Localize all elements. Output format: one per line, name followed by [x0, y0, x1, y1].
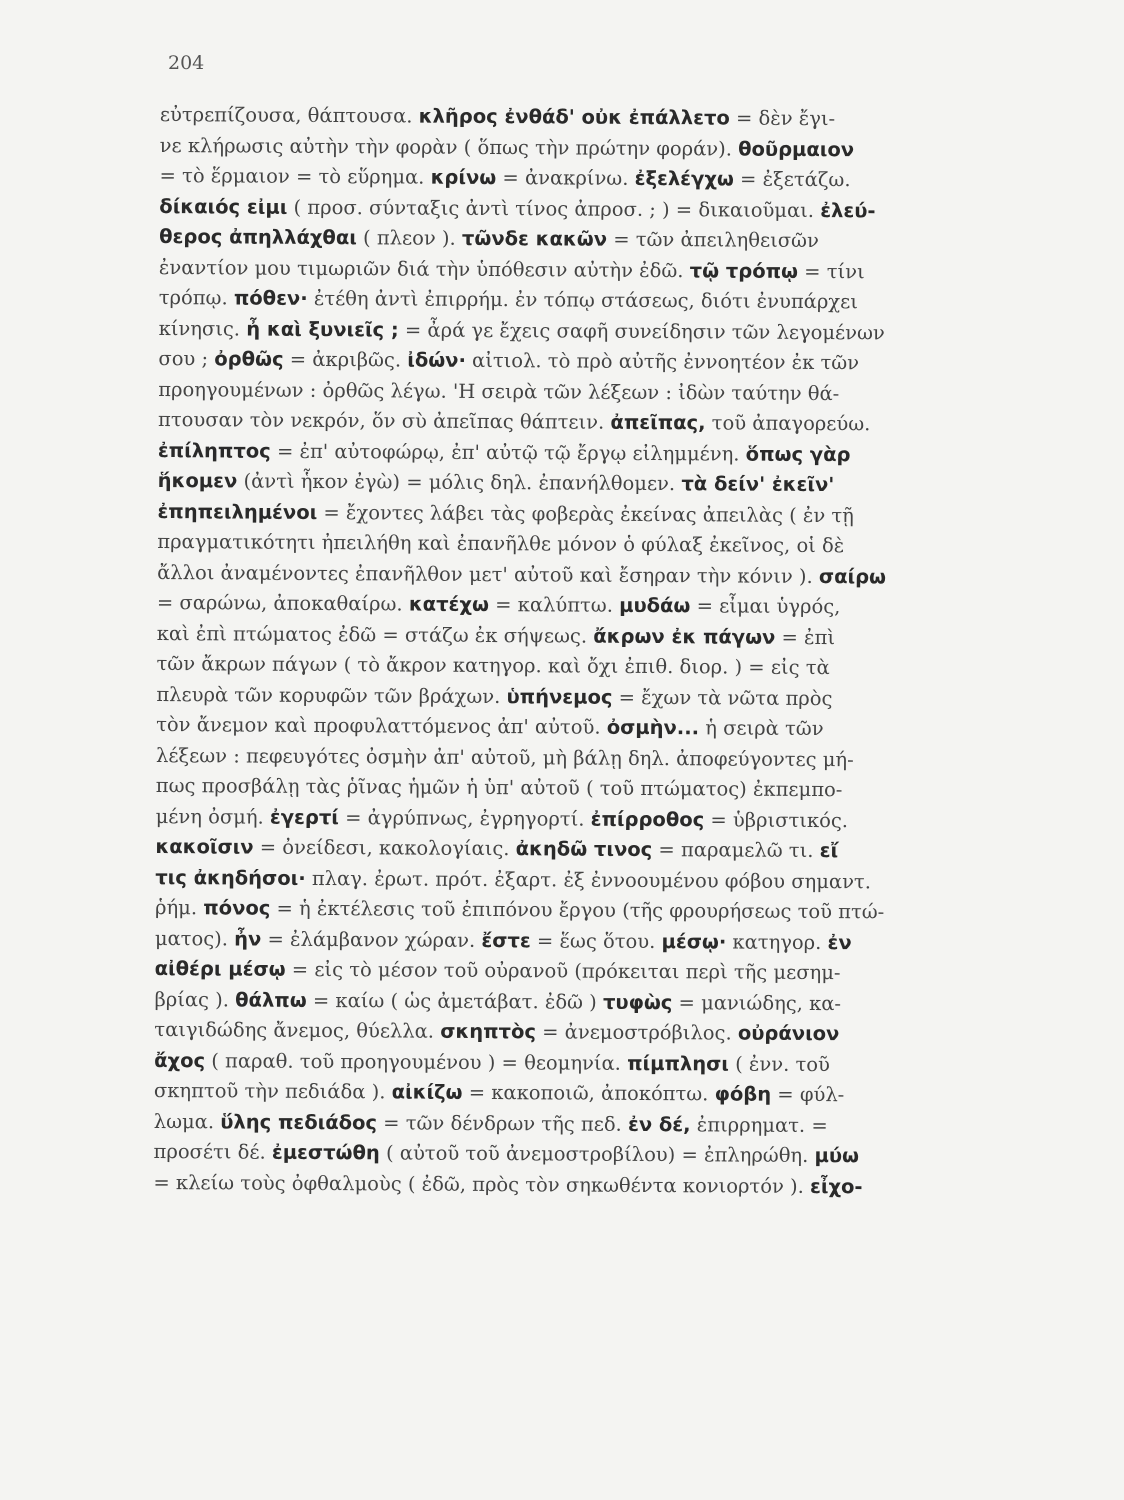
lemma-term: εἶχο-: [809, 1174, 863, 1198]
gloss-text: = παραμελῶ τι.: [652, 838, 820, 863]
lemma-term: ἐξελέγχω: [634, 166, 734, 191]
gloss-text: = κλείω τοὺς ὀφθαλμοὺς ( ἐδῶ, πρὸς τὸν σηκωθέντα κονιορτόν ).: [153, 1170, 811, 1198]
gloss-text: = ἀγρύπνως, ἐγρηγορτί.: [338, 805, 591, 831]
lemma-term: ἐπίληπτος: [157, 438, 271, 463]
gloss-text: = σαρώνω, ἀποκαθαίρω.: [156, 590, 409, 616]
lemma-term: σαίρω: [818, 564, 887, 588]
lemma-term: φόβη: [714, 1082, 772, 1106]
lemma-term: μέσῳ·: [661, 929, 727, 953]
gloss-text: = κακοποιῶ, ἀποκόπτω.: [462, 1080, 715, 1106]
lemma-term: ὕλης πεδιάδος: [220, 1109, 378, 1134]
page-number: 204: [168, 52, 205, 74]
gloss-text: = εἰς τὸ μέσον τοῦ οὐρανοῦ (πρόκειται περὶ τῆς μεσημ-: [285, 957, 841, 985]
gloss-text: νε κλήρωσις αὐτὴν τὴν φορὰν ( ὅπως τὴν πρώτην φοράν).: [159, 133, 739, 161]
lemma-term: ἰδών·: [407, 348, 466, 372]
lemma-term: αἰθέρι μέσῳ: [154, 956, 286, 981]
gloss-text: κίνησις.: [158, 316, 247, 341]
lemma-term: εἴ: [819, 839, 839, 863]
gloss-text: πλευρὰ τῶν κορυφῶν τῶν βράχων.: [156, 682, 507, 708]
lemma-term: τῷ τρόπῳ: [689, 258, 799, 283]
gloss-text: πλαγ. ἐρωτ. πρότ. ἐξαρτ. ἐξ ἐννοουμένου φόβου σημαντ.: [305, 866, 872, 893]
gloss-text: = ἔχοντες λάβει τὰς φοβερὰς ἐκείνας ἀπειλὰς ( ἐν τῇ: [317, 500, 854, 527]
gloss-text: λέξεων : πεφευγότες ὀσμὴν ἀπ' αὐτοῦ, μὴ βάλῃ δηλ. ἀποφεύγοντες μή-: [155, 743, 854, 771]
gloss-text: = ἐλάμβανον χώραν.: [261, 927, 482, 952]
gloss-text: = μανιώδης, κα-: [672, 990, 842, 1015]
text-line: [155, 954, 1015, 990]
lemma-term: σκηπτὸς: [440, 1019, 537, 1044]
lemma-term: τῶνδε κακῶν: [461, 226, 608, 251]
gloss-text: ( προσ. σύνταξις ἀντὶ τίνος ἀπροσ. ; ) = δικαιοῦμαι.: [287, 195, 821, 222]
text-line: [157, 588, 1017, 624]
lemma-term: κακοῖσιν: [155, 834, 254, 859]
text-line: [153, 1137, 1013, 1173]
text-line: [153, 1167, 1013, 1203]
lemma-term: ἐπίρροθος: [590, 807, 705, 831]
lemma-term: τὰ δείν' ἐκεῖν': [681, 472, 835, 497]
text-line: [154, 1015, 1014, 1051]
gloss-text: (ἀντὶ ἧκον ἐγὼ) = μόλις δηλ. ἐπανήλθομεν.: [237, 469, 682, 496]
gloss-text: ταιγιδώδης ἄνεμος, θύελλα.: [154, 1017, 441, 1043]
lemma-term: δίκαιός εἰμι: [159, 194, 288, 219]
gloss-text: σκηπτοῦ τὴν πεδιάδα ).: [153, 1078, 392, 1104]
lemma-term: κατέχω: [408, 592, 490, 617]
gloss-text: = εἶμαι ὑγρός,: [690, 594, 841, 619]
gloss-text: ἡ σειρὰ τῶν: [699, 716, 824, 741]
text-line: [158, 466, 1018, 502]
lemma-term: ὑπήνεμος: [506, 684, 613, 709]
gloss-text: = φύλ-: [771, 1082, 845, 1107]
text-line: [156, 771, 1016, 807]
gloss-text: ( αὐτοῦ τοῦ ἀνεμοστροβίλου) = ἐπληρώθη.: [379, 1141, 815, 1168]
gloss-text: = δὲν ἔγι-: [729, 106, 836, 131]
gloss-text: βρίας ).: [154, 987, 236, 1011]
gloss-text: ἄλλοι ἀναμένοντες ἐπανῆλθον μετ' αὐτοῦ καὶ ἔσηραν τὴν κόνιν ).: [157, 560, 820, 588]
lemma-term: ἥκομεν: [157, 468, 238, 493]
lemma-term: ἐλεύ-: [820, 198, 876, 222]
lemma-term: θοῦρμαιον: [738, 137, 855, 161]
lemma-term: θερος ἀπηλλάχθαι: [159, 224, 357, 250]
gloss-text: λωμα.: [153, 1109, 221, 1133]
text-line: [159, 161, 1019, 197]
lemma-term: ἐγερτί: [269, 805, 340, 829]
gloss-text: = τίνι: [797, 259, 865, 283]
gloss-text: ματος).: [154, 926, 235, 950]
gloss-text: = ἐπ' αὐτοφώρῳ, ἐπ' αὐτῷ τῷ ἔργῳ εἰλημμένη.: [270, 439, 746, 466]
text-line: [157, 527, 1017, 563]
gloss-text: ( ἐνν. τοῦ: [728, 1051, 830, 1076]
gloss-text: σου ;: [158, 346, 215, 371]
lemma-term: ὀρθῶς: [214, 347, 284, 371]
lemma-term: ὅπως γὰρ: [745, 442, 851, 466]
lemma-term: πόθεν·: [233, 286, 308, 310]
lemma-term: πίμπλησι: [627, 1051, 730, 1075]
text-line: [159, 222, 1019, 258]
gloss-text: αἰτιολ. τὸ πρὸ αὐτῆς ἐννοητέον ἐκ τῶν: [465, 348, 860, 375]
gloss-text: κατηγορ.: [726, 929, 828, 954]
gloss-text: εὐτρεπίζουσα, θάπτουσα.: [159, 102, 419, 128]
gloss-text: ( παραθ. τοῦ προηγουμένου ) = θεομηνία.: [205, 1048, 628, 1075]
lemma-term: ἐμεστώθη: [271, 1140, 380, 1165]
gloss-text: πραγματικότητι ἠπειλήθη καὶ ἐπανῆλθε μόνον ὁ φύλαξ ἐκεῖνος, οἱ δὲ: [157, 529, 845, 558]
lemma-term: μυδάω: [619, 593, 691, 618]
lemma-term: ἦ καὶ ξυνιεῖς ;: [246, 317, 399, 341]
text-line: [159, 283, 1019, 319]
lemma-term: ἦν: [234, 926, 262, 951]
gloss-text: = καλύπτω.: [488, 593, 620, 617]
gloss-text: = ὀνείδεσι, κακολογίαις.: [253, 835, 516, 861]
gloss-text: τρόπῳ.: [158, 285, 234, 310]
gloss-text: = τῶν ἀπειληθεισῶν: [606, 227, 819, 253]
gloss-text: = ἀνακρίνω.: [496, 166, 635, 190]
gloss-text: = καίω ( ὡς ἀμετάβατ. ἐδῶ ): [306, 988, 604, 1014]
gloss-text: ἐτέθη ἀντὶ ἐπιρρήμ. ἐν τόπῳ στάσεως, διότι ἐνυπάρχει: [307, 286, 858, 314]
gloss-text: = τῶν δένδρων τῆς πεδ.: [376, 1110, 629, 1136]
gloss-text: καὶ ἐπὶ πτώματος ἐδῶ = στάζω ἐκ σήψεως.: [156, 621, 594, 648]
gloss-text: προηγουμένων : ὀρθῶς λέγω. 'Η σειρὰ τῶν λέξεων : ἰδὼν ταύτην θά-: [158, 377, 840, 405]
commentary-text: [153, 100, 1020, 1203]
text-line: [158, 344, 1018, 380]
gloss-text: τὸν ἄνεμον καὶ προφυλαττόμενος ἀπ' αὐτοῦ.: [156, 712, 607, 739]
gloss-text: πτουσαν τὸν νεκρόν, ὅν σὺ ἀπεῖπας θάπτειν.: [157, 407, 611, 434]
gloss-text: μένη ὀσμή.: [155, 804, 271, 829]
lemma-term: ἐπηπειλημένοι: [157, 499, 318, 524]
lemma-term: ἔστε: [481, 928, 531, 952]
text-line: [155, 832, 1015, 868]
lemma-term: ἐν δέ,: [627, 1112, 691, 1136]
gloss-text: ῥήμ.: [154, 895, 204, 920]
gloss-text: = ὑβριστικός.: [704, 807, 849, 832]
lemma-term: αἰκίζω: [391, 1080, 463, 1104]
gloss-text: τῶν ἄκρων πάγων ( τὸ ἄκρον κατηγορ. καὶ ὄχι ἐπιθ. διορ. ) = εἰς τὰ: [156, 651, 830, 680]
lemma-term: ὀσμὴν...: [606, 715, 700, 740]
lemma-term: ἄχος: [154, 1048, 206, 1072]
gloss-text: = ἐξετάζω.: [733, 167, 851, 192]
gloss-text: πως προσβάλῃ τὰς ῥῖνας ἡμῶν ἡ ὑπ' αὐτοῦ ( τοῦ πτώματος) ἐκπεμπο-: [155, 773, 843, 802]
gloss-text: ἐναντίον μου τιμωριῶν διά τὴν ὑπόθεσιν αὐτὴν ἐδῶ.: [158, 255, 690, 282]
lemma-term: ἐν: [827, 930, 852, 954]
lemma-term: ἀπεῖπας,: [610, 410, 706, 435]
lemma-term: ἄκρων ἐκ πάγων: [593, 624, 776, 649]
text-line: [158, 405, 1018, 441]
lemma-term: μύω: [814, 1144, 860, 1168]
gloss-text: = ἐπὶ: [775, 625, 836, 649]
lemma-term: θάλπω: [235, 987, 307, 1012]
lemma-term: κλῆρος ἐνθάδ' οὐκ ἐπάλλετο: [418, 104, 730, 130]
gloss-text: = ἆρά γε ἔχεις σαφῆ συνείδησιν τῶν λεγομένων: [398, 317, 885, 344]
gloss-text: = ἡ ἐκτέλεσις τοῦ ἐπιπόνου ἔργου (τῆς φρουρήσεως τοῦ πτώ-: [270, 896, 885, 924]
gloss-text: τοῦ ἀπαγορεύω.: [705, 411, 871, 436]
lemma-term: κρίνω: [430, 165, 497, 190]
lemma-term: τυφὼς: [602, 990, 673, 1014]
lemma-term: ἀκηδῶ τινος: [515, 837, 653, 862]
gloss-text: προσέτι δέ.: [153, 1139, 272, 1164]
text-line: [156, 710, 1016, 746]
gloss-text: = ἕως ὅτου.: [530, 928, 662, 953]
lemma-term: τις ἀκηδήσοι·: [155, 865, 306, 890]
gloss-text: ἐπιρρηματ. =: [690, 1112, 828, 1137]
text-line: [155, 893, 1015, 929]
gloss-text: = ἔχων τὰ νῶτα πρὸς: [612, 685, 833, 710]
text-line: [160, 100, 1020, 136]
gloss-text: = ἀκριβῶς.: [283, 347, 408, 372]
lemma-term: πόνος: [203, 896, 271, 920]
gloss-text: = ἀνεμοστρόβιλος.: [535, 1020, 738, 1045]
gloss-text: = τὸ ἕρμαιον = τὸ εὕρημα.: [159, 163, 431, 189]
text-line: [154, 1076, 1014, 1112]
lemma-term: οὐράνιον: [737, 1021, 840, 1046]
text-line: [156, 649, 1016, 685]
gloss-text: ( πλεον ).: [356, 226, 463, 250]
